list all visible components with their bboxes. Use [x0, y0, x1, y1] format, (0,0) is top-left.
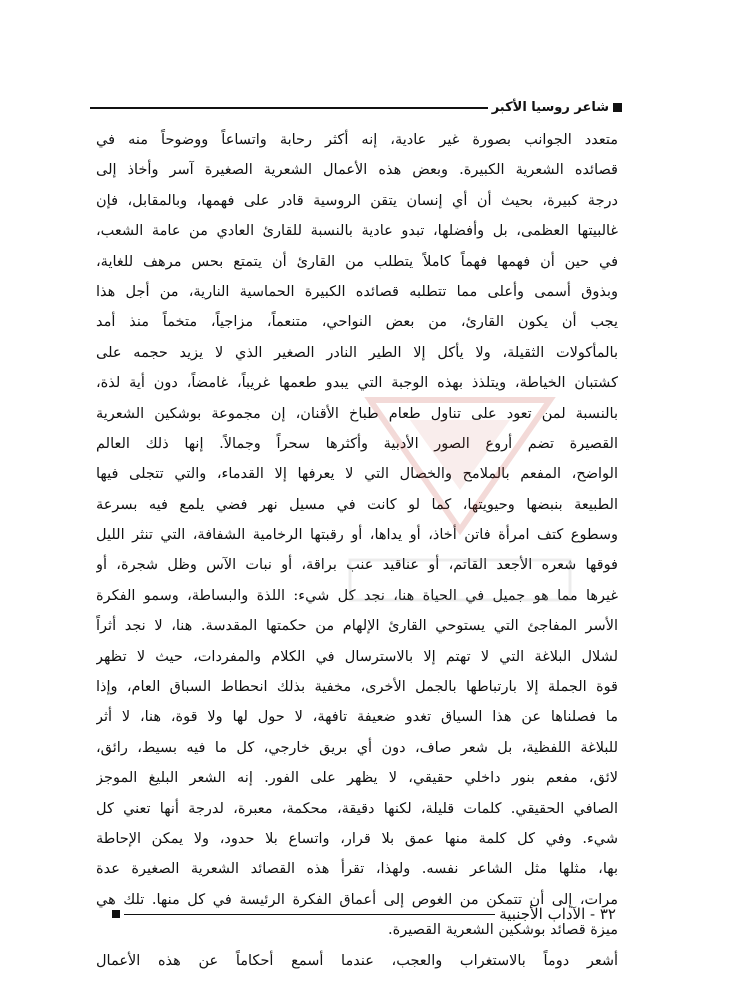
text-line: غيرها مما هو جميل في الحياة هنا، نجد كل شيء: اللذة والبساطة، وسمو الفكرة	[96, 587, 618, 604]
text-line: قوة الجملة إلا بارتباطها بالجمل الأخرى، مخفية بذلك انحطاط السباق العام، وإذا	[96, 679, 618, 696]
text-line: وبذوق أسمى وأعلى مما تتطلبه قصائده الكبيرة الحماسية النارية، من أجل هذا	[96, 283, 618, 300]
text-line: القصيرة تضم أروع الصور الأدبية وأكثرها سحراً وجمالاً. إنها ذلك العالم	[96, 435, 618, 452]
footer-page-label: ٣٢ - الآداب الأجنبية	[499, 905, 616, 923]
text-line: بالمأكولات الثقيلة، ولا يأكل إلا الطير النادر الصغير الذي لا يزيد حجمه على	[96, 344, 618, 361]
text-line: لشلال البلاغة التي لا تهتم إلا بالاسترسال في الكلام والمفردات، حيث لا تظهر	[96, 648, 618, 665]
text-line: شيء. وفي كل كلمة منها عمق بلا قرار، واتساع بلا حدود، ولا يمكن الإحاطة	[96, 830, 618, 847]
running-header	[90, 100, 622, 115]
text-line: للبلاغة اللفظية، بل شعر صاف، دون أي بريق خارجي، كل ما فيه بسيط، رائق،	[96, 739, 618, 756]
text-line: الطبيعة بنبضها وحيويتها، كما لو كانت في مسيل نهر فضي يلمع فيه بسرعة	[96, 496, 618, 513]
paragraph-end-line: ميزة قصائد بوشكين الشعرية القصيرة.	[388, 922, 618, 939]
text-line: فوقها شعره الأجعد القاتم، أو عناقيد عنب براقة، أو نبات الآس وظل شجرة، أو	[96, 557, 618, 574]
footer-rule	[124, 914, 495, 915]
text-line: في حين أن فهمها فهماً كاملاً يتطلب من القارئ أن يتمتع بحس مرهف للغاية،	[96, 253, 618, 270]
text-line: متعدد الجوانب بصورة غير عادية، إنه أكثر رحابة واتساعاً ووضوحاً منه في	[96, 132, 618, 148]
header-title: شاعر روسيا الأكبر	[491, 100, 609, 115]
page-footer	[112, 905, 616, 923]
text-line: غالبيتها العظمى، بل وأفضلها، تبدو عادية بالنسبة للقارئ العادي من عامة الشعب،	[96, 223, 618, 240]
text-line: يجب أن يكون القارئ، من بعض النواحي، متنعماً، مزاجياً، متخماً منذ أمد	[96, 314, 618, 331]
text-line: الصافي الحقيقي. كلمات قليلة، لكنها دقيقة، محكمة، معبرة، لدرجة أنها تعني كل	[96, 800, 618, 817]
text-line: بالنسبة لمن تعود على تناول طعام طباخ الأقنان، إن مجموعة بوشكين الشعرية	[96, 405, 618, 422]
text-line: درجة كبيرة، بحيث أن أي إنسان يتقن الروسية قادر على فهمها، وبالمقابل، فإن	[96, 192, 618, 209]
footer-square-marker	[112, 910, 120, 918]
text-line: كشتبان الخياطة، ويتلذذ بهذه الوجبة التي يبدو طعمها غريباً، غامضاً، دون أية لذة،	[96, 375, 618, 392]
header-rule	[90, 107, 488, 109]
header-square-marker	[613, 103, 622, 112]
text-line: بها، مثلها مثل الشاعر نفسه. ولهذا، تقرأ هذه القصائد الشعرية الصغيرة عدة	[96, 861, 618, 878]
text-line: لائق، مفعم بنور داخلي حقيقي، لا يظهر على الفور. إنه الشعر البليغ الموجز	[96, 770, 618, 787]
text-line: الأسر المفاجئ التي يستوحي القارئ الإلهام من حكمتها المقدسة. هنا، لا نجد أثراً	[96, 618, 618, 635]
text-line: وسطوع كتف امرأة فاتن أخاذ، أو يداها، أو رقبتها الرخامية الشفافة، التي تنثر الليل	[96, 527, 618, 544]
text-line: ما فصلناها عن هذا السياق تغدو ضعيفة تافهة، لا حول لها ولا قوة، هنا، لا أثر	[96, 709, 618, 726]
body-text	[96, 125, 618, 976]
text-line: مرات، إلى أن تتمكن من الغوص إلى أعماق الفكرة الرئيسة في كل منها. تلك هي	[96, 891, 618, 908]
text-line: الواضح، المفعم بالملامح والخصال التي لا يعرفها إلا القدماء، والتي تتجلى فيها	[96, 466, 618, 483]
paragraph-start-line: أشعر دوماً بالاستغراب والعجب، عندما أسمع أحكاماً عن هذه الأعمال	[96, 952, 618, 969]
text-line: قصائده الشعرية الكبيرة. وبعض هذه الأعمال الشعرية الصغيرة آسر وأخاذ إلى	[96, 162, 618, 179]
